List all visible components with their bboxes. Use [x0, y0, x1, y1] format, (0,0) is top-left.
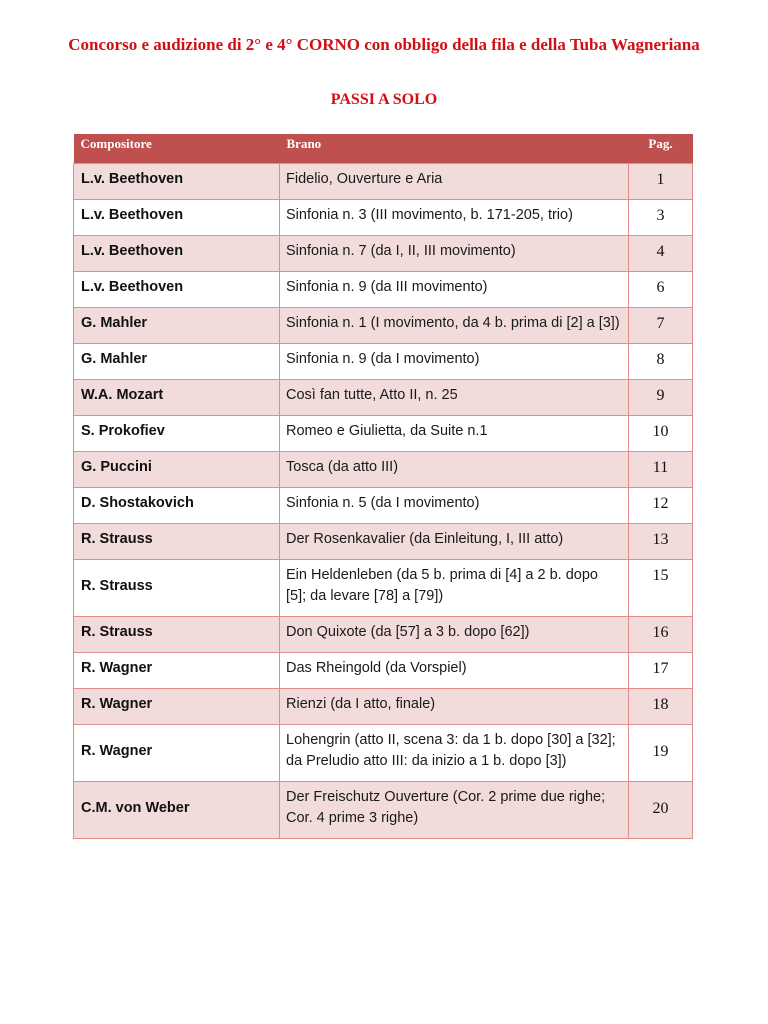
piece-cell: Ein Heldenleben (da 5 b. prima di [4] a 2 b. dopo [5]; da levare [78] a [79]) [280, 560, 629, 617]
piece-cell: Sinfonia n. 9 (da III movimento) [280, 272, 629, 308]
piece-cell: Sinfonia n. 7 (da I, II, III movimento) [280, 236, 629, 272]
section-title: PASSI A SOLO [330, 91, 438, 108]
page-cell: 6 [629, 272, 693, 308]
page-cell: 19 [629, 725, 693, 782]
column-header-brano: Brano [280, 134, 629, 164]
composer-cell: G. Puccini [74, 452, 280, 488]
composer-cell: D. Shostakovich [74, 488, 280, 524]
table-row [74, 524, 693, 560]
piece-cell: Der Freischutz Ouverture (Cor. 2 prime due righe; Cor. 4 prime 3 righe) [280, 782, 629, 839]
page-cell: 15 [629, 560, 693, 617]
table-row [74, 416, 693, 452]
composer-cell: R. Strauss [74, 560, 280, 617]
piece-cell: Sinfonia n. 3 (III movimento, b. 171-205, trio) [280, 200, 629, 236]
composer-cell: G. Mahler [74, 308, 280, 344]
table-row [74, 452, 693, 488]
piece-cell: Don Quixote (da [57] a 3 b. dopo [62]) [280, 617, 629, 653]
table-row [74, 272, 693, 308]
page-cell: 12 [629, 488, 693, 524]
page-cell: 8 [629, 344, 693, 380]
composer-cell: L.v. Beethoven [74, 272, 280, 308]
page-cell: 16 [629, 617, 693, 653]
page-cell: 17 [629, 653, 693, 689]
passi-table [73, 134, 693, 839]
composer-cell: C.M. von Weber [74, 782, 280, 839]
table-row [74, 617, 693, 653]
piece-cell: Das Rheingold (da Vorspiel) [280, 653, 629, 689]
composer-cell: L.v. Beethoven [74, 164, 280, 200]
piece-cell: Così fan tutte, Atto II, n. 25 [280, 380, 629, 416]
table-row [74, 164, 693, 200]
table-row [74, 236, 693, 272]
page-cell: 10 [629, 416, 693, 452]
piece-cell: Sinfonia n. 9 (da I movimento) [280, 344, 629, 380]
composer-cell: L.v. Beethoven [74, 236, 280, 272]
composer-cell: W.A. Mozart [74, 380, 280, 416]
page-cell: 18 [629, 689, 693, 725]
piece-cell: Sinfonia n. 1 (I movimento, da 4 b. prima di [2] a [3]) [280, 308, 629, 344]
page-cell: 3 [629, 200, 693, 236]
table-row [74, 725, 693, 782]
composer-cell: R. Strauss [74, 524, 280, 560]
table-row [74, 308, 693, 344]
composer-cell: R. Wagner [74, 725, 280, 782]
composer-cell: R. Wagner [74, 653, 280, 689]
page-cell: 1 [629, 164, 693, 200]
document-title: Concorso e audizione di 2° e 4° CORNO con obbligo della fila e della Tuba Wagneriana [68, 35, 700, 54]
piece-cell: Lohengrin (atto II, scena 3: da 1 b. dopo [30] a [32]; da Preludio atto III: da inizio a 1 b. dopo [3]) [280, 725, 629, 782]
composer-cell: R. Strauss [74, 617, 280, 653]
page-cell: 20 [629, 782, 693, 839]
piece-cell: Tosca (da atto III) [280, 452, 629, 488]
table-row [74, 488, 693, 524]
piece-cell: Der Rosenkavalier (da Einleitung, I, III atto) [280, 524, 629, 560]
piece-cell: Rienzi (da I atto, finale) [280, 689, 629, 725]
page-cell: 13 [629, 524, 693, 560]
piece-cell: Romeo e Giulietta, da Suite n.1 [280, 416, 629, 452]
table-body [74, 164, 693, 839]
composer-cell: S. Prokofiev [74, 416, 280, 452]
column-header-compositore: Compositore [74, 134, 280, 164]
page-cell: 11 [629, 452, 693, 488]
composer-cell: L.v. Beethoven [74, 200, 280, 236]
column-header-pag: Pag. [629, 134, 693, 164]
page-cell: 9 [629, 380, 693, 416]
piece-cell: Sinfonia n. 5 (da I movimento) [280, 488, 629, 524]
table-header-row [74, 134, 693, 164]
table-header [74, 134, 693, 164]
table-row [74, 689, 693, 725]
table-row [74, 380, 693, 416]
table-row [74, 782, 693, 839]
page-cell: 7 [629, 308, 693, 344]
table-row [74, 560, 693, 617]
table-row [74, 653, 693, 689]
composer-cell: G. Mahler [74, 344, 280, 380]
table-row [74, 200, 693, 236]
piece-cell: Fidelio, Ouverture e Aria [280, 164, 629, 200]
composer-cell: R. Wagner [74, 689, 280, 725]
table-row [74, 344, 693, 380]
page-cell: 4 [629, 236, 693, 272]
